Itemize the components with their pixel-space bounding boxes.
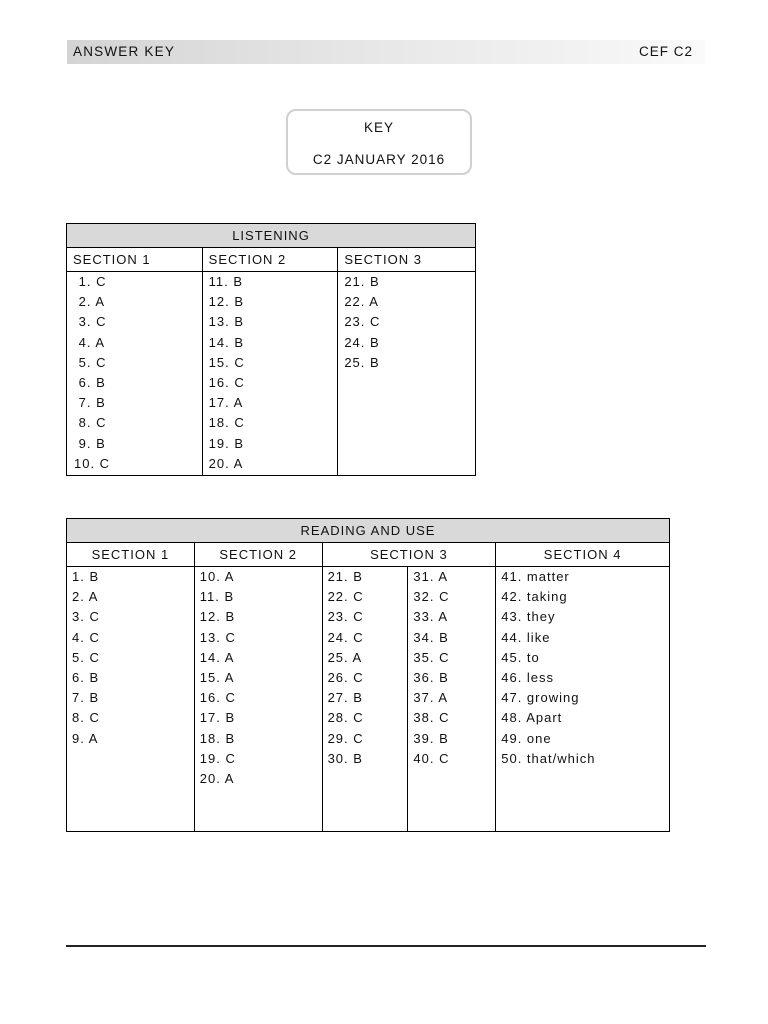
answer-item: 4. C	[72, 629, 100, 645]
answer-item: 25. B	[344, 354, 380, 370]
answer-item: 8. C	[72, 710, 100, 726]
answer-item: 41. matter	[501, 569, 570, 584]
listening-section-3-answers	[338, 272, 476, 476]
answer-item: 9. B	[74, 435, 106, 451]
answer-item: 1. B	[72, 569, 100, 584]
answer-item: 15. C	[208, 354, 245, 370]
answer-item: 12. B	[199, 609, 236, 625]
listening-section-2-answers	[202, 272, 338, 476]
answer-item: 3. C	[72, 609, 100, 625]
answer-item: 35. C	[413, 649, 450, 665]
header-title: ANSWER KEY	[73, 44, 176, 59]
answer-item: 10. C	[74, 455, 111, 471]
answer-item: 17. B	[199, 710, 236, 726]
answer-item: 39. B	[413, 730, 449, 746]
answer-item: 47. growing	[501, 690, 580, 706]
answer-item: 20. A	[199, 770, 235, 786]
answer-item: 1. C	[74, 274, 107, 289]
key-exam-date: C2 JANUARY 2016	[312, 152, 446, 167]
reading-section-header: SECTION 4	[496, 543, 670, 567]
answer-item: 9. A	[72, 730, 99, 746]
answer-item: 16. C	[208, 374, 245, 390]
answer-item: 2. A	[74, 294, 106, 310]
answer-item: 6. B	[74, 374, 106, 390]
answer-item: 30. B	[327, 750, 363, 766]
answer-item: 43. they	[501, 609, 556, 625]
answer-item: 11. B	[199, 589, 235, 605]
answer-item: 33. A	[413, 609, 449, 625]
answer-item: 48. Apart	[501, 710, 563, 726]
answer-item: 38. C	[413, 710, 450, 726]
answer-item: 23. C	[327, 609, 364, 625]
answer-item: 5. C	[72, 649, 100, 665]
answer-item: 28. C	[327, 710, 364, 726]
answer-item: 7. B	[72, 690, 100, 706]
answer-item: 18. B	[199, 730, 236, 746]
answer-item: 21. B	[344, 274, 380, 289]
listening-title: LISTENING	[67, 224, 476, 248]
answer-item: 14. A	[199, 649, 235, 665]
answer-item: 20. A	[208, 455, 244, 471]
reading-section-1-answers	[67, 567, 195, 832]
reading-section-header: SECTION 2	[194, 543, 322, 567]
answer-item: 10. A	[199, 569, 235, 584]
answer-item: 24. C	[327, 629, 364, 645]
listening-section-header: SECTION 2	[202, 248, 338, 272]
reading-section-4-answers	[496, 567, 670, 832]
answer-item: 19. B	[208, 435, 245, 451]
answer-item: 7. B	[74, 395, 106, 411]
listening-table	[66, 223, 476, 476]
answer-item: 14. B	[208, 334, 245, 350]
footer-rule	[66, 945, 706, 947]
answer-item: 13. C	[199, 629, 236, 645]
key-box	[286, 109, 472, 175]
answer-item: 45. to	[501, 649, 540, 665]
listening-section-1-answers	[67, 272, 203, 476]
answer-item: 26. C	[327, 669, 364, 685]
key-title: KEY	[363, 120, 394, 135]
answer-item: 22. A	[344, 294, 379, 310]
answer-item: 18. C	[208, 415, 245, 431]
answer-item: 32. C	[413, 589, 450, 605]
answer-item: 42. taking	[501, 589, 568, 605]
answer-item: 17. A	[208, 395, 244, 411]
listening-section-header: SECTION 1	[67, 248, 203, 272]
answer-item: 13. B	[208, 314, 245, 330]
answer-item: 27. B	[327, 690, 363, 706]
answer-item: 31. A	[413, 569, 449, 584]
answer-item: 37. A	[413, 690, 449, 706]
answer-item: 3. C	[74, 314, 107, 330]
answer-item: 12. B	[208, 294, 245, 310]
answer-item: 11. B	[208, 274, 244, 289]
answer-item: 29. C	[327, 730, 364, 746]
reading-section-3a-answers	[322, 567, 408, 832]
answer-item: 8. C	[74, 415, 107, 431]
reading-table	[66, 518, 670, 832]
answer-item: 25. A	[327, 649, 363, 665]
header-bar	[67, 40, 705, 64]
answer-item: 44. like	[501, 629, 551, 645]
answer-item: 5. C	[74, 354, 107, 370]
answer-item: 22. C	[327, 589, 364, 605]
answer-item: 15. A	[199, 669, 235, 685]
answer-item: 50. that/which	[501, 750, 596, 766]
answer-item: 34. B	[413, 629, 449, 645]
answer-item: 46. less	[501, 669, 555, 685]
answer-item: 2. A	[72, 589, 99, 605]
answer-item: 36. B	[413, 669, 449, 685]
listening-section-header: SECTION 3	[338, 248, 476, 272]
answer-item: 49. one	[501, 730, 552, 746]
answer-item: 19. C	[199, 750, 236, 766]
answer-item: 4. A	[74, 334, 106, 350]
answer-item: 16. C	[199, 690, 236, 706]
reading-section-header: SECTION 1	[67, 543, 195, 567]
answer-item: 6. B	[72, 669, 100, 685]
answer-item: 40. C	[413, 750, 450, 766]
reading-title: READING AND USE	[67, 519, 670, 543]
answer-item: 23. C	[344, 314, 381, 330]
reading-section-header: SECTION 3	[322, 543, 496, 567]
reading-section-3b-answers	[408, 567, 496, 832]
reading-section-2-answers	[194, 567, 322, 832]
header-level: CEF C2	[638, 44, 693, 59]
answer-item: 21. B	[327, 569, 363, 584]
answer-item: 24. B	[344, 334, 380, 350]
